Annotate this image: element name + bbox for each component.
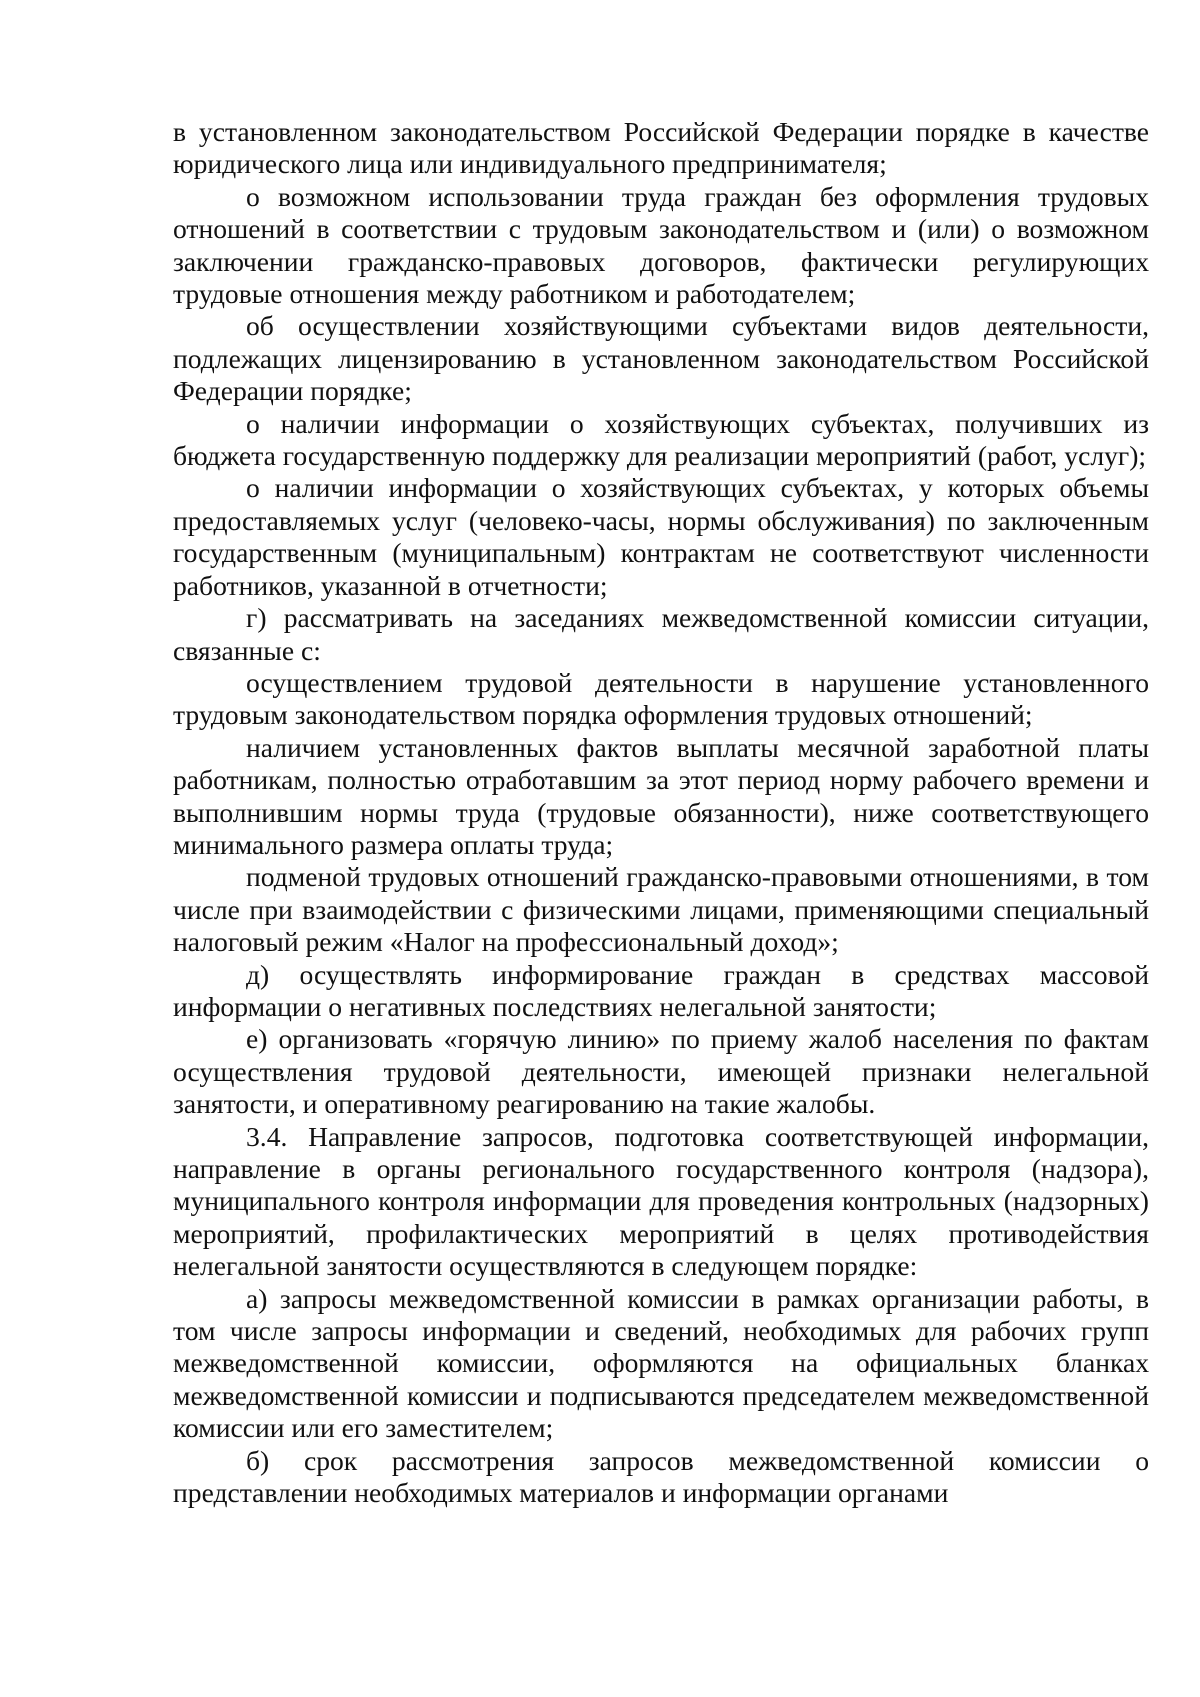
paragraph-continuation: в установленном законодательством Российской Федерации порядке в качестве юридического лица или индивидуального предпринимателя; [173,116,1149,180]
paragraph-labor-violation: осуществлением трудовой деятельности в нарушение установленного трудовым законодательством порядка оформления трудовых отношений; [173,666,1149,731]
paragraph-item-e: е) организовать «горячую линию» по приему жалоб населения по фактам осуществления трудовой деятельности, имеющей признаки нелегальной занятости, и оперативному реагированию на такие жалобы. [173,1023,1149,1120]
paragraph-item-g: г) рассматривать на заседаниях межведомственной комиссии ситуации, связанные с: [173,602,1149,666]
paragraph-illegal-labor-use: о возможном использовании труда граждан без оформления трудовых отношений в соответствии с трудовым законодательством и (или) о возможном заключении гражданско-правовых договоров, фактически регулирующих трудовые отношения между работником и работодателем; [173,180,1149,310]
paragraph-item-a: а) запросы межведомственной комиссии в рамках организации работы, в том числе запросы информации и сведений, необходимых для рабочих групп межведомственной комиссии, оформляются на официальных бланках межведомственной комиссии и подписываются председателем межведомственной комиссии или его заместителем; [173,1282,1149,1444]
paragraph-item-d: д) осуществлять информирование граждан в средствах массовой информации о негативных последствиях нелегальной занятости; [173,958,1149,1022]
paragraph-item-b: б) срок рассмотрения запросов межведомственной комиссии о представлении необходимых материалов и информации органами [173,1444,1149,1509]
paragraph-licensed-activities: об осуществлении хозяйствующими субъектами видов деятельности, подлежащих лицензированию в установленном законодательством Российской Федерации порядке; [173,310,1149,407]
paragraph-civil-contracts: подменой трудовых отношений гражданско-правовыми отношениями, в том числе при взаимодействии с физическими лицами, применяющими специальный налоговый режим «Налог на профессиональный доход»; [173,861,1149,958]
paragraph-section-3-4: 3.4. Направление запросов, подготовка соответствующей информации, направление в органы регионального государственного контроля (надзора), муниципального контроля информации для проведения контрольных (надзорных) мероприятий, профилактических мероприятий в целях противодействия нелегальной занятости осуществляются в следующем порядке: [173,1120,1149,1282]
paragraph-state-support: о наличии информации о хозяйствующих субъектах, получивших из бюджета государственную поддержку для реализации мероприятий (работ, услуг); [173,407,1149,472]
document-page [173,116,1149,1509]
paragraph-service-volumes: о наличии информации о хозяйствующих субъектах, у которых объемы предоставляемых услуг (человеко-часы, нормы обслуживания) по заключенным государственным (муниципальным) контрактам не соответствуют численности работников, указанной в отчетности; [173,472,1149,601]
paragraph-minimum-wage: наличием установленных фактов выплаты месячной заработной платы работникам, полностью отработавшим за этот период норму рабочего времени и выполнившим нормы труда (трудовые обязанности), ниже соответствующего минимального размера оплаты труда; [173,731,1149,860]
